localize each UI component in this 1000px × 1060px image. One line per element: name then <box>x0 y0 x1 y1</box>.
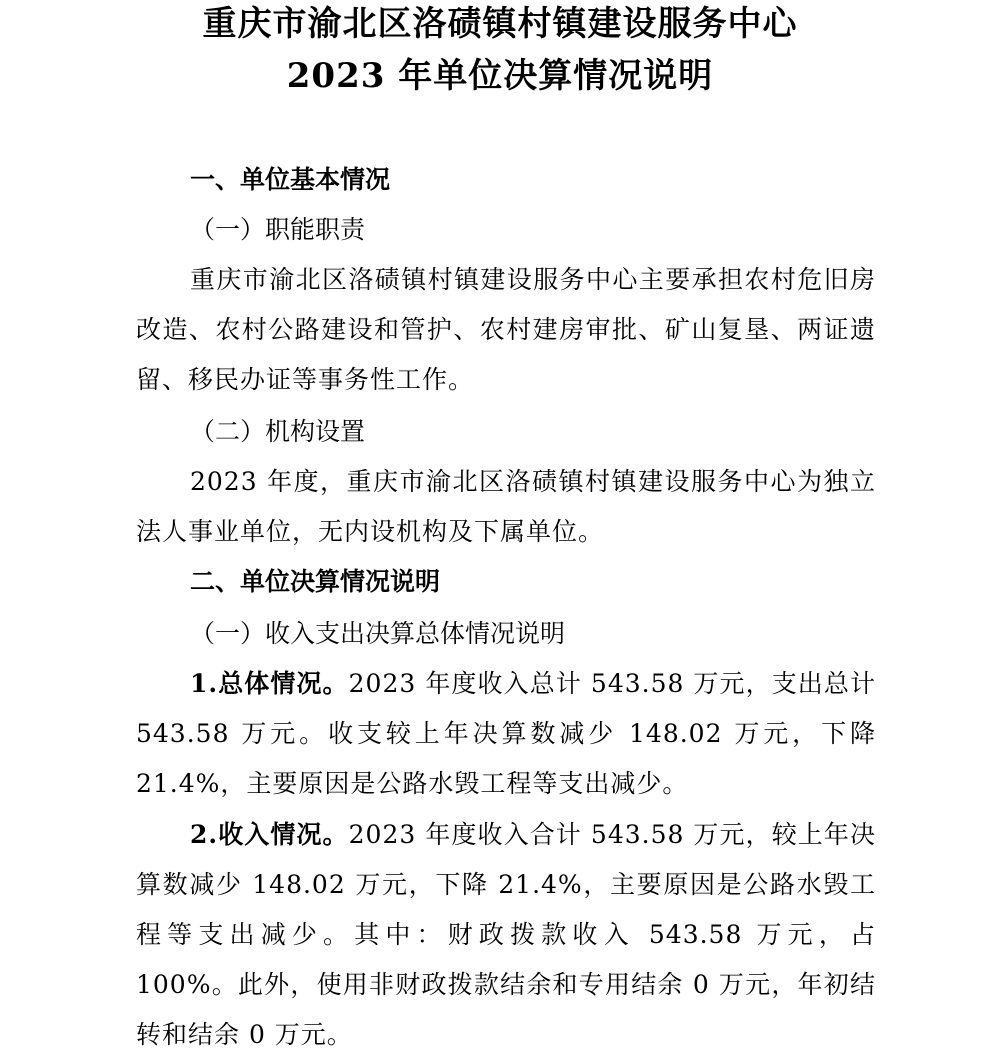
income-situation-text: 2023 年度收入合计 543.58 万元，较上年决算数减少 148.02 万元，下降 21.4%，主要原因是公路水毁工程等支出减少。其中：财政拨款收入 543.58 万元，占 100%。此外，使用非财政拨款结余和专用结余 0 万元，年初结转和结余 0 万元。 <box>136 820 876 1049</box>
section-2-sub-1-heading: （一）收入支出决算总体情况说明 <box>190 619 566 648</box>
section-2-heading: 二、单位决算情况说明 <box>190 567 441 596</box>
overall-situation-lead: 1.总体情况。 <box>190 669 349 698</box>
document-title-line-2: 2023 年单位决算情况说明 <box>286 56 714 96</box>
income-situation-paragraph <box>136 810 876 1060</box>
section-1-heading: 一、单位基本情况 <box>190 165 391 194</box>
section-1-sub-2-paragraph: 2023 年度，重庆市渝北区洛碛镇村镇建设服务中心为独立法人事业单位，无内设机构及下属单位。 <box>136 467 876 546</box>
section-1-sub-2-heading: （二）机构设置 <box>190 417 366 446</box>
income-situation-lead: 2.收入情况。 <box>190 820 349 849</box>
document-title-line-1: 重庆市渝北区洛碛镇村镇建设服务中心 <box>202 4 798 44</box>
overall-situation-paragraph <box>136 659 876 809</box>
overall-situation-text: 2023 年度收入总计 543.58 万元，支出总计 543.58 万元。收支较上年决算数减少 148.02 万元，下降 21.4%，主要原因是公路水毁工程等支出减少。 <box>136 669 876 798</box>
section-1-sub-1-paragraph: 重庆市渝北区洛碛镇村镇建设服务中心主要承担农村危旧房改造、农村公路建设和管护、农村建房审批、矿山复垦、两证遗留、移民办证等事务性工作。 <box>136 265 876 394</box>
section-1-sub-1-heading: （一）职能职责 <box>190 215 366 244</box>
